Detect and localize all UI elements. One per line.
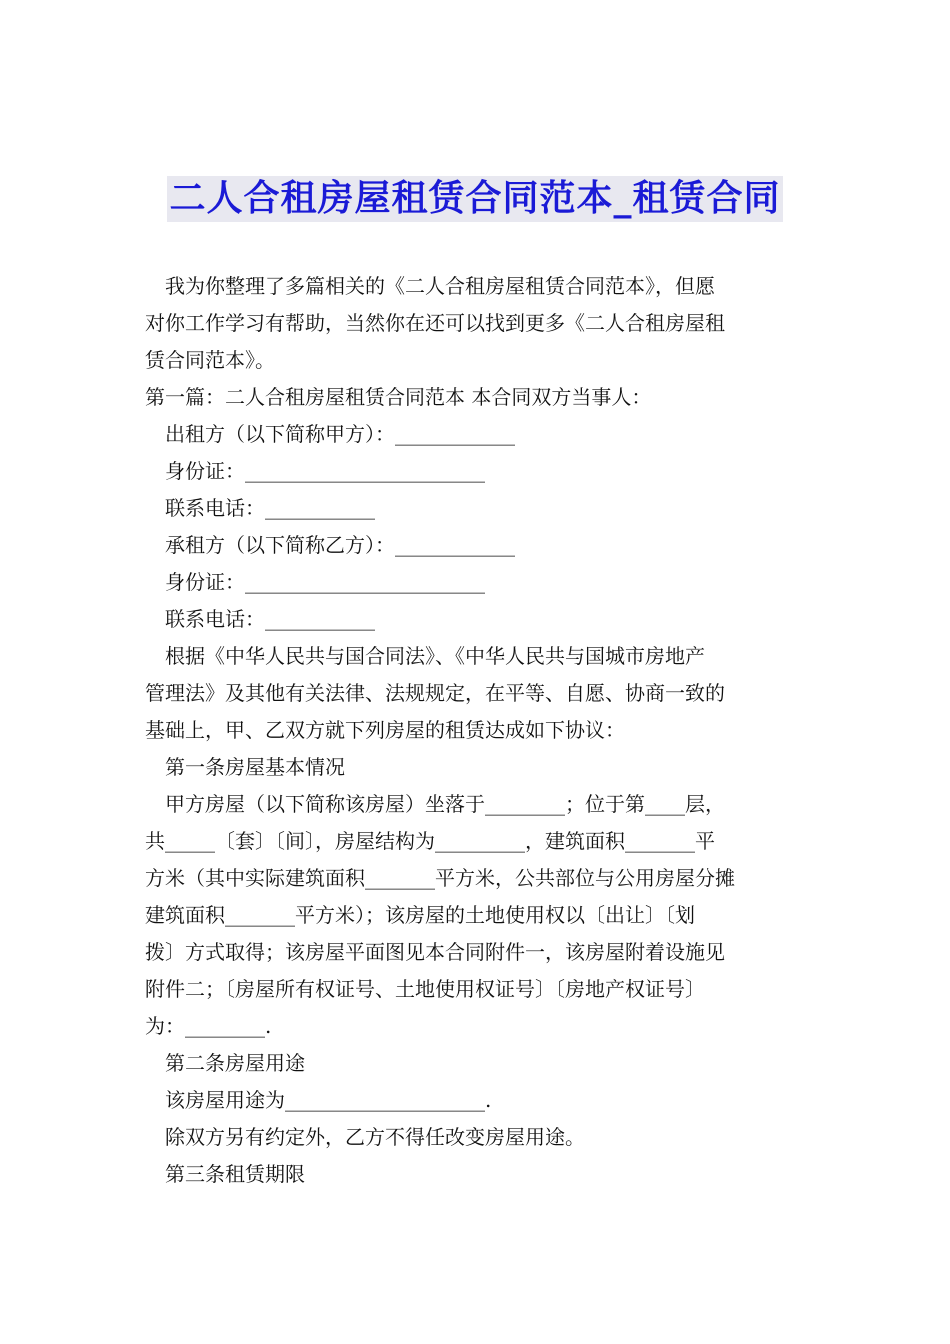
lessor-id-field: 身份证：________________________: [165, 459, 485, 483]
article-line: 建筑面积_______平方米）；该房屋的土地使用权以〔出让〕〔划: [145, 903, 695, 927]
intro-line: 我为你整理了多篇相关的《二人合租房屋租赁合同范本》，但愿: [165, 274, 715, 298]
section-heading: 第一篇：二人合租房屋租赁合同范本 本合同双方当事人：: [145, 385, 652, 409]
article-line: 甲方房屋（以下简称该房屋）坐落于________；位于第____层，: [165, 792, 725, 816]
legal-basis-line: 根据《中华人民共与国合同法》、《中华人民共与国城市房地产: [165, 644, 705, 668]
article-title: 第一条房屋基本情况: [165, 755, 345, 779]
document-title: 二人合租房屋租赁合同范本_租赁合同: [167, 176, 782, 222]
document-body: [145, 268, 807, 1193]
article-line: 除双方另有约定外，乙方不得任改变房屋用途。: [165, 1125, 585, 1149]
article-line: 为：________.: [145, 1014, 272, 1038]
title-container: [0, 176, 950, 222]
article-line: 附件二；〔房屋所有权证号、土地使用权证号〕〔房地产权证号〕: [145, 977, 705, 1001]
article-title: 第三条租赁期限: [165, 1162, 305, 1186]
article-line: 共_____〔套〕〔间〕，房屋结构为_________，建筑面积_______平: [145, 829, 715, 853]
legal-basis-line: 管理法》及其他有关法律、法规规定，在平等、自愿、协商一致的: [145, 681, 725, 705]
lessor-phone-field: 联系电话：___________: [165, 496, 375, 520]
article-title: 第二条房屋用途: [165, 1051, 305, 1075]
lessee-id-field: 身份证：________________________: [165, 570, 485, 594]
lessor-field: 出租方（以下简称甲方）：____________: [165, 422, 515, 446]
intro-line: 对你工作学习有帮助，当然你在还可以找到更多《二人合租房屋租: [145, 311, 725, 335]
article-line: 方米（其中实际建筑面积_______平方米，公共部位与公用房屋分摊: [145, 866, 735, 890]
lessee-phone-field: 联系电话：___________: [165, 607, 375, 631]
article-line: 该房屋用途为____________________.: [165, 1088, 492, 1112]
legal-basis-line: 基础上，甲、乙双方就下列房屋的租赁达成如下协议：: [145, 718, 625, 742]
lessee-field: 承租方（以下简称乙方）：____________: [165, 533, 515, 557]
article-line: 拨〕方式取得；该房屋平面图见本合同附件一，该房屋附着设施见: [145, 940, 725, 964]
intro-line: 赁合同范本》。: [145, 348, 275, 372]
